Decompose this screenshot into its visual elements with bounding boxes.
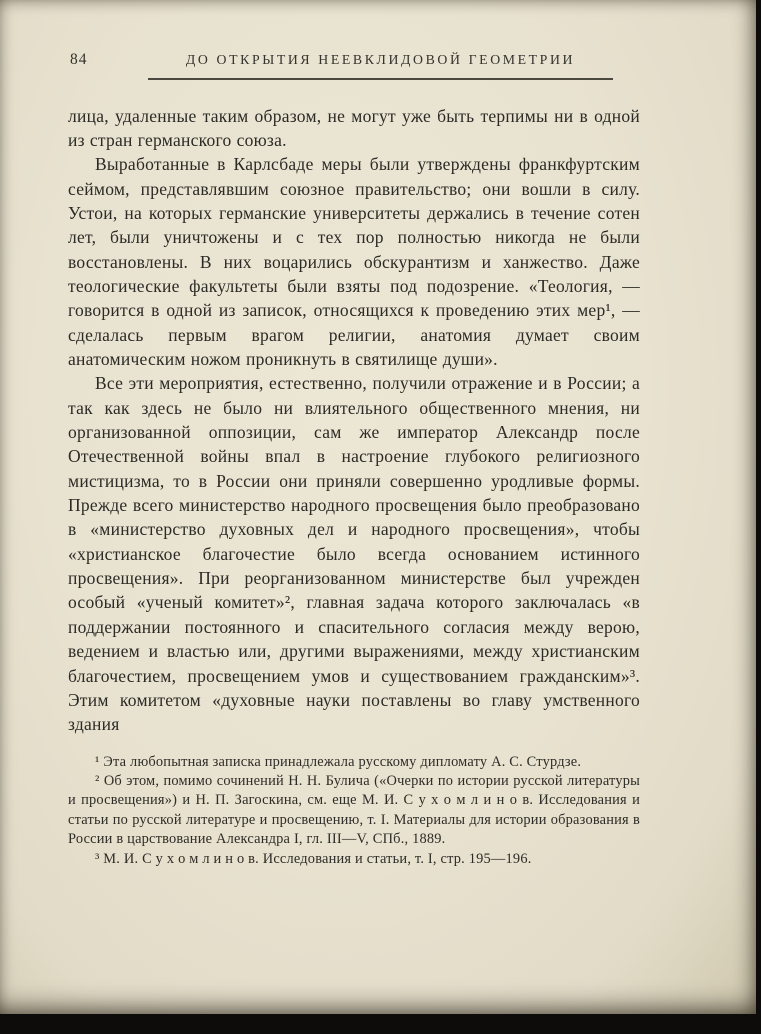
body-text	[68, 104, 640, 737]
paragraph: Все эти мероприятия, естественно, получили отражение и в России; а так как здесь не было ни влиятельного общественного мнения, ни организованной оппозиции, сам же император Александр после Отечественной войны впал в настроение глубокого религиозного мистицизма, то в России они приняли совершенно уродливые формы. Прежде всего министерство народного просвещения было преобразовано в «министерство духовных дел и народного просвещения», чтобы «христианское благочестие было всегда основанием истинного просвещения». При реорганизованном министерстве был учрежден особый «ученый комитет»², главная задача которого заключалась «в поддержании постоянного и спасительного согласия между верою, ведением и властью или, другими выражениями, между христианским благочестием, просвещением умов и существованием гражданским»³. Этим комитетом «духовные науки поставлены во главу умственного здания	[68, 373, 640, 735]
footnotes	[68, 753, 640, 869]
paragraph-continuation: лица, удаленные таким образом, не могут уже быть терпимы ни в одной из стран германского союза.	[68, 105, 640, 150]
footnote: ² Об этом, помимо сочинений Н. Н. Булича («Очерки по истории русской литературы и просвещения») и Н. П. Загоскина, см. еще М. И. С у х о м л и н о в. Исследования и статьи по русской литературе и просвещению, т. I. Материалы для истории образования в России в царствование Александра I, гл. III—V, СПб., 1889.	[68, 772, 640, 848]
footnote: ³ М. И. С у х о м л и н о в. Исследования и статьи, т. I, стр. 195—196.	[95, 850, 532, 867]
page-header	[68, 50, 640, 72]
paragraph: Выработанные в Карлсбаде меры были утверждены франкфуртским сеймом, представлявшим союзное правительство; они вошли в силу. Устои, на которых германские университеты держались в течение сотен лет, были уничтожены и с тех пор полностью никогда не были восстановлены. В них воцарились обскурантизм и ханжество. Даже теологические факультеты были взяты под подозрение. «Теология, — говорится в одной из записок, относящихся к проведению этих мер¹, — сделалась первым врагом религии, анатомия думает своим анатомическим ножом проникнуть в святилище души».	[68, 154, 640, 370]
footnote: ¹ Эта любопытная записка принадлежала русскому дипломату А. С. Стурдзе.	[95, 753, 582, 770]
header-rule	[148, 78, 613, 80]
running-header-title: ДО ОТКРЫТИЯ НЕЕВКЛИДОВОЙ ГЕОМЕТРИИ	[185, 52, 576, 67]
page-number: 84	[70, 51, 88, 68]
